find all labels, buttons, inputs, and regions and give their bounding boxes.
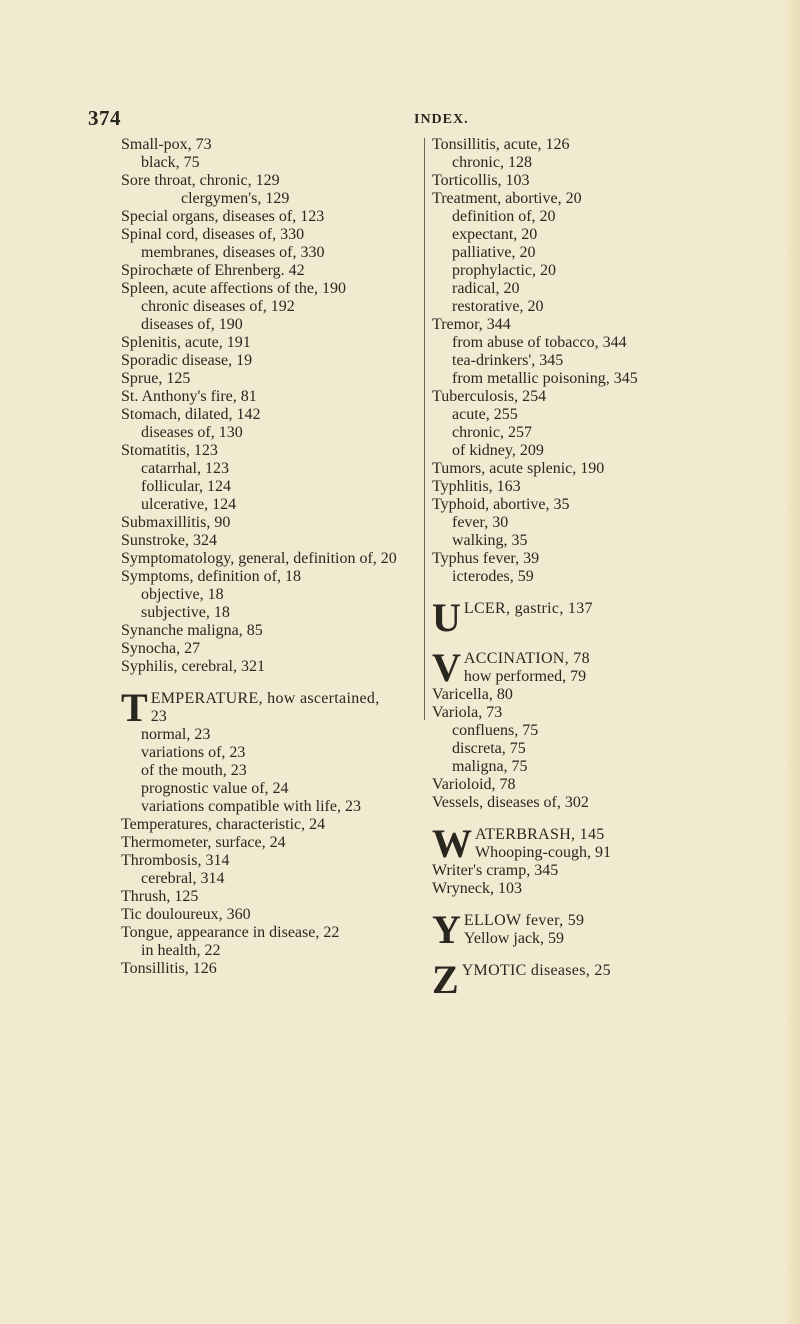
index-entry: Tremor, 344: [432, 316, 511, 333]
index-subentry: expectant, 20: [452, 226, 538, 243]
index-subentry: ulcerative, 124: [141, 496, 237, 513]
index-subentry: of kidney, 209: [452, 442, 544, 459]
index-subentry: chronic diseases of, 192: [141, 298, 295, 315]
index-entry: Syphilis, cerebral, 321: [121, 658, 265, 675]
index-subentry: objective, 18: [141, 586, 224, 603]
letter-section-v: [432, 645, 762, 690]
index-entry: Sporadic disease, 19: [121, 352, 253, 369]
index-entry: Typhus fever, 39: [432, 550, 540, 567]
index-entry: Submaxillitis, 90: [121, 514, 231, 531]
index-entry: Treatment, abortive, 20: [432, 190, 582, 207]
index-subentry: diseases of, 190: [141, 316, 243, 333]
index-column-left: [121, 136, 441, 978]
index-entry: Sprue, 125: [121, 370, 191, 387]
index-subentry: catarrhal, 123: [141, 460, 229, 477]
letter-section-z: [432, 957, 762, 1002]
index-entry: Tongue, appearance in disease, 22: [121, 924, 340, 941]
index-subentry: diseases of, 130: [141, 424, 243, 441]
index-subentry: subjective, 18: [141, 604, 230, 621]
drop-cap: Y: [432, 907, 461, 952]
index-subentry: chronic, 128: [452, 154, 532, 171]
index-entry: Symptoms, definition of, 18: [121, 568, 301, 585]
index-entry: Variola, 73: [432, 704, 503, 721]
index-subentry: cerebral, 314: [141, 870, 225, 887]
index-subentry: from abuse of tobacco, 344: [452, 334, 627, 351]
index-entry: Synanche maligna, 85: [121, 622, 263, 639]
index-entry: Thermometer, surface, 24: [121, 834, 286, 851]
index-subentry: in health, 22: [141, 942, 221, 959]
index-subentry: variations of, 23: [141, 744, 246, 761]
drop-cap: Z: [432, 957, 459, 1002]
index-subentry: radical, 20: [452, 280, 520, 297]
index-entry: YMOTIC diseases, 25: [461, 962, 611, 979]
index-entry: Tuberculosis, 254: [432, 388, 547, 405]
index-subentry: of the mouth, 23: [141, 762, 247, 779]
index-subentry: fever, 30: [452, 514, 509, 531]
index-subentry: maligna, 75: [452, 758, 528, 775]
index-entry: Stomatitis, 123: [121, 442, 218, 459]
index-entry: Spleen, acute affections of the, 190: [121, 280, 346, 297]
index-subentry: clergymen's, 129: [181, 190, 290, 207]
index-subentry: prognostic value of, 24: [141, 780, 289, 797]
index-entry: ACCINATION, 78: [463, 650, 590, 667]
index-subentry: confluens, 75: [452, 722, 539, 739]
index-entry: Small-pox, 73: [121, 136, 212, 153]
index-entry: 23: [150, 708, 167, 725]
drop-cap: T: [121, 685, 148, 730]
index-subentry: from metallic poisoning, 345: [452, 370, 638, 387]
index-subentry: icterodes, 59: [452, 568, 534, 585]
index-entry: Synocha, 27: [121, 640, 201, 657]
drop-cap: V: [432, 645, 461, 690]
index-entry: Stomach, dilated, 142: [121, 406, 261, 423]
page-header: [0, 106, 800, 130]
index-entry: Special organs, diseases of, 123: [121, 208, 325, 225]
index-subentry: normal, 23: [141, 726, 211, 743]
index-entry: Tonsillitis, acute, 126: [432, 136, 570, 153]
index-entry: Temperatures, characteristic, 24: [121, 816, 326, 833]
index-subentry: walking, 35: [452, 532, 528, 549]
index-entry: Tonsillitis, 126: [121, 960, 217, 977]
index-entry: Varicella, 80: [432, 686, 513, 703]
index-subentry: definition of, 20: [452, 208, 556, 225]
index-entry: Thrombosis, 314: [121, 852, 230, 869]
letter-section-w: [432, 821, 762, 866]
index-subentry: prophylactic, 20: [452, 262, 556, 279]
index-entry: Yellow jack, 59: [463, 930, 565, 947]
letter-section-y: [432, 907, 762, 952]
index-entry: Typhoid, abortive, 35: [432, 496, 570, 513]
index-entry: Vessels, diseases of, 302: [432, 794, 589, 811]
drop-cap: U: [432, 595, 461, 640]
index-entry: Whooping-cough, 91: [475, 844, 611, 861]
running-head: INDEX.: [414, 112, 469, 127]
index-entry: Symptomatology, general, definition of, 20: [121, 550, 397, 567]
index-entry: Sunstroke, 324: [121, 532, 217, 549]
index-entry: Spirochæte of Ehrenberg. 42: [121, 262, 305, 279]
index-column-right: [432, 136, 762, 1002]
index-subentry: palliative, 20: [452, 244, 536, 261]
page-number: 374: [88, 106, 121, 130]
index-entry: ELLOW fever, 59: [463, 912, 585, 929]
index-entry: Torticollis, 103: [432, 172, 530, 189]
index-entry: Tumors, acute splenic, 190: [432, 460, 605, 477]
index-subentry: tea-drinkers', 345: [452, 352, 564, 369]
index-entry: Writer's cramp, 345: [432, 862, 559, 879]
index-entry: Splenitis, acute, 191: [121, 334, 251, 351]
index-subentry: chronic, 257: [452, 424, 532, 441]
index-entry: St. Anthony's fire, 81: [121, 388, 257, 405]
index-subentry: follicular, 124: [141, 478, 231, 495]
drop-cap: W: [432, 821, 472, 866]
index-entry: EMPERATURE, how ascertained,: [150, 690, 380, 707]
index-subentry: discreta, 75: [452, 740, 526, 757]
index-entry: Varioloid, 78: [432, 776, 516, 793]
index-subentry: membranes, diseases of, 330: [141, 244, 325, 261]
index-entry: Sore throat, chronic, 129: [121, 172, 280, 189]
index-subentry: variations compatible with life, 23: [141, 798, 361, 815]
index-subentry: acute, 255: [452, 406, 518, 423]
index-entry: LCER, gastric, 137: [463, 600, 593, 617]
index-subentry: how performed, 79: [463, 668, 587, 685]
index-entry: Tic douloureux, 360: [121, 906, 251, 923]
index-entry: Typhlitis, 163: [432, 478, 521, 495]
letter-section-t: [121, 685, 441, 730]
index-entry: Spinal cord, diseases of, 330: [121, 226, 305, 243]
index-entry: ATERBRASH, 145: [475, 826, 605, 843]
index-entry: Thrush, 125: [121, 888, 199, 905]
index-subentry: black, 75: [141, 154, 200, 171]
page-edge: [786, 0, 800, 1324]
index-subentry: restorative, 20: [452, 298, 544, 315]
letter-section-u: [432, 595, 762, 640]
index-entry: Wryneck, 103: [432, 880, 522, 897]
